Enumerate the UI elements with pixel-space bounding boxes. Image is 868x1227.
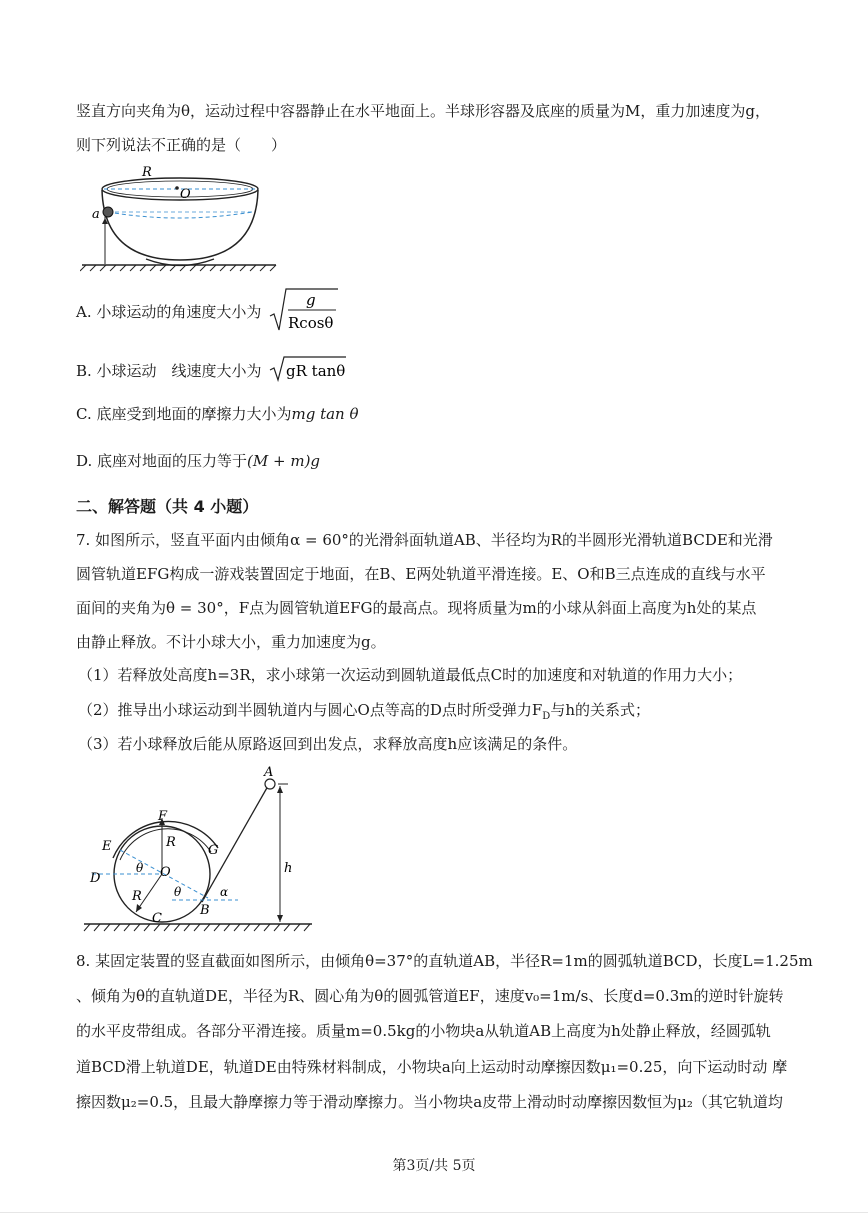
q7-sub-2: （2）推导出小球运动到半圆轨道内与圆心O点等高的D点时所受弹力$F_D$与h的关系式； <box>78 701 650 722</box>
option-a-text: A. 小球运动的角速度大小为 <box>76 303 262 321</box>
q7-line-1: 7. 如图所示，竖直平面内由倾角α = 60°的光滑斜面轨道AB、半径均为R的半圆形光滑轨道BCDE和光滑 <box>76 531 773 549</box>
label-O: O <box>180 187 191 202</box>
q7-line-3: 面间的夹角为θ = 30°，F点为圆管轨道EFG的最高点。现将质量为m的小球从斜面上高度为h处的某点 <box>76 599 757 617</box>
fig2-label-theta2: θ <box>174 885 182 899</box>
option-b <box>76 361 262 381</box>
section-heading: 二、解答题（共 4 小题） <box>76 497 259 516</box>
option-a <box>76 302 261 322</box>
fig2-label-O: O <box>160 865 171 880</box>
q7-sub-1: （1）若释放处高度h=3R，求小球第一次运动到圆轨道最低点C时的加速度和对轨道的作用力大小； <box>78 666 743 684</box>
track-figure <box>80 762 320 938</box>
q7-line-2: 圆管轨道EFG构成一游戏装置固定于地面，在B、E两处轨道平滑连接。E、O和B三点连成的直线与水平 <box>76 565 766 583</box>
fig2-label-G: G <box>208 843 219 858</box>
q8-line-2: 、倾角为θ的直轨道DE，半径为R、圆心角为θ的圆弧管道EF，速度v₀=1m/s、长度d=0.3m的逆时针旋转 <box>76 987 784 1005</box>
intro-line-1: 竖直方向夹角为θ，运动过程中容器静止在水平地面上。半球形容器及底座的质量为M，重力加速度为g， <box>76 102 770 120</box>
q8-line-4: 道BCD滑上轨道DE，轨道DE由特殊材料制成，小物块a向上运动时动摩擦因数μ₁=0.25，向下运动时动 摩 <box>76 1058 788 1076</box>
fig2-label-A: A <box>264 765 274 780</box>
fig2-label-theta1: θ <box>136 861 144 875</box>
page-bottom-border <box>0 1212 868 1213</box>
option-a-den: Rcosθ <box>288 314 334 332</box>
option-d-text: D. 底座对地面的压力等于 <box>76 452 248 470</box>
fig2-label-h: h <box>284 861 293 876</box>
fig2-label-R2: R <box>132 889 142 904</box>
option-a-num: g <box>306 291 316 309</box>
option-d-expr: (M + m)g <box>247 452 321 470</box>
option-b-formula <box>268 354 348 384</box>
option-b-rad: gR tanθ <box>286 362 346 380</box>
option-d <box>76 451 320 471</box>
q8-line-3: 的水平皮带组成。各部分平滑连接。质量m=0.5kg的小物块a从轨道AB上高度为h处静止释放，经圆弧轨 <box>76 1022 771 1040</box>
q8-line-1: 8. 某固定装置的竖直截面如图所示，由倾角θ=37°的直轨道AB，半径R=1m的圆弧轨道BCD，长度L=1.25m <box>76 952 813 970</box>
fig2-label-E: E <box>102 839 112 854</box>
page-footer: 第3页/共 5页 <box>392 1158 476 1174</box>
label-a: a <box>92 207 100 222</box>
fig2-label-C: C <box>152 911 162 926</box>
intro-line-2: 则下列说法不正确的是（ ） <box>76 136 287 154</box>
label-R: R <box>142 165 152 180</box>
fig2-label-B: B <box>200 903 210 918</box>
option-b-text: B. 小球运动 线速度大小为 <box>76 362 262 380</box>
fig2-label-alpha: α <box>220 885 229 899</box>
option-c-text: C. 底座受到地面的摩擦力大小为 <box>76 405 292 423</box>
q7-sub-3: （3）若小球释放后能从原路返回到出发点，求释放高度h应该满足的条件。 <box>78 735 578 753</box>
fig2-label-R1: R <box>166 835 176 850</box>
fig2-label-D: D <box>90 871 101 886</box>
q7-line-4: 由静止释放。不计小球大小，重力加速度为g。 <box>76 633 386 651</box>
q8-line-5: 擦因数μ₂=0.5，且最大静摩擦力等于滑动摩擦力。当小物块a皮带上滑动时动摩擦因数恒为μ₂（其它轨道均 <box>76 1093 783 1111</box>
option-c-expr: mg tan θ <box>291 405 359 423</box>
fig2-label-F: F <box>158 809 168 824</box>
option-c <box>76 404 359 424</box>
option-a-formula <box>268 286 340 334</box>
bowl-figure <box>80 160 280 272</box>
